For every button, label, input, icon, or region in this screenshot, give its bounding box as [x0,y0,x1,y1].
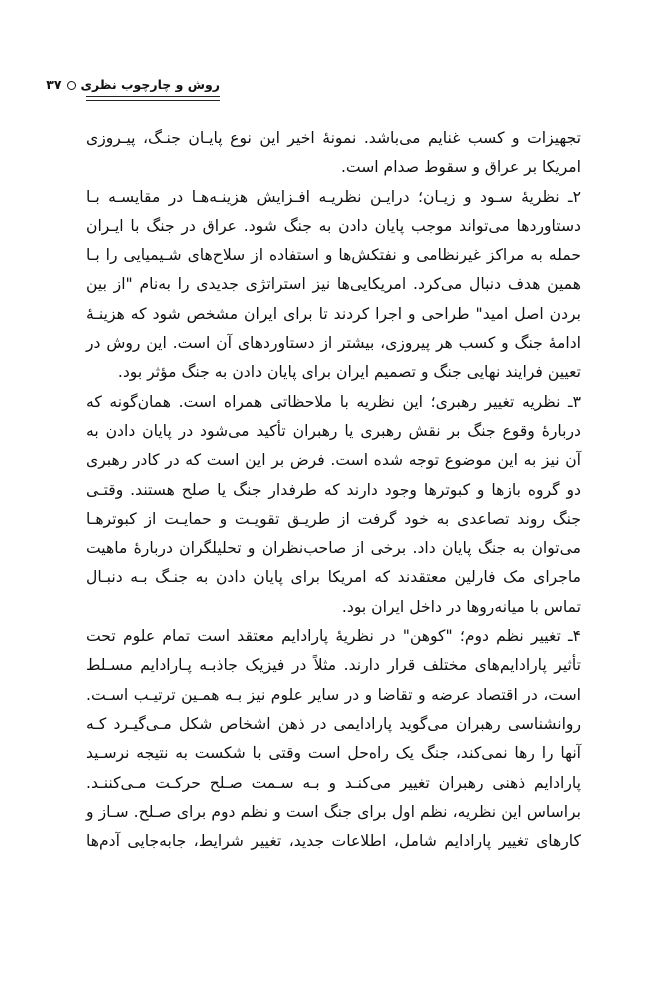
text-line: پارادایم ذهنی رهبران تغییر می‌کنـد و بـه سـمت صـلح حرکـت مـی‌کننـد. [86,773,581,792]
running-head [46,76,220,94]
text-line: آنها را رها نمی‌کند، جنگ یک راه‌حل است وقتی با شکست به نتیجه نرسـید [86,744,581,763]
header-double-rule [86,96,220,101]
text-line: تأثیر پارادایم‌های مختلف قرار دارند. مثلاً در فیزیک جاذبـه پـارادایم مسـلط [86,656,581,675]
body-text [86,124,581,856]
text-line: دستاوردها می‌تواند موجب پایان دادن به جنگ شود. عراق در جنگ با ایـران [86,216,581,235]
text-line: می‌توان به جنگ پایان داد. برخی از صاحب‌نظران و تحلیلگران دربارهٔ ماهیت [86,539,581,558]
text-line: آن نیز به این موضوع توجه شده است. فرض بر این است که در کادر رهبری [86,451,581,470]
text-line: تعیین فرایند نهایی جنگ و تصمیم ایران برای پایان دادن به جنگ مؤثر بود. [117,363,581,382]
page-number: ۳۷ [46,77,62,92]
text-line: ۲ـ نظریهٔ سـود و زیـان؛ درایـن نظریـه افـزایش هزینـه‌هـا در مقایسـه بـا [86,187,581,206]
text-line: دربارهٔ وقوع جنگ بر نقش رهبری یا رهبران تأکید می‌شود در پایان دادن به [86,421,581,440]
text-line: همین هدف دنبال می‌کرد. امریکایی‌ها نیز استراتژی جدیدی را به‌نام "از بین [86,275,581,294]
text-line: روانشناسی رهبران می‌گوید پارادایمی در ذهن اشخاص شکل مـی‌گیـرد کـه [86,714,581,733]
text-line: حمله به مراکز غیرنظامی و نفتکش‌ها و استفاده از سلاح‌های شـیمیایی را بـا [86,246,581,265]
text-line: امریکا بر عراق و سقوط صدام است. [340,158,581,177]
running-head-title: روش و چارچوب نظری [80,77,220,92]
text-line: کارهای تغییر پارادایم شامل، اطلاعات جدید، تغییر شرایط، جابه‌جایی آدم‌ها [86,832,581,851]
text-line: جنگ روند تصاعدی به خود گرفت از طریـق تقویـت و حمایـت از کبوترهـا [86,509,581,528]
text-line: تجهیزات و کسب غنایم می‌باشد. نمونهٔ اخیر این نوع پایـان جنـگ، پیـروزی [86,129,581,147]
text-line: دو گروه بازها و کبوترها وجود دارند که طرفدار جنگ یا صلح هستند. وقتـی [86,480,581,499]
text-line: است، در اقتصاد عرضه و تقاضا و در سایر علوم نیز بـه همـین ترتیـب اسـت. [86,685,581,704]
text-line: تماس با میانه‌روها در داخل ایران بود. [341,597,581,616]
text-line: ادامهٔ جنگ و کسب هر پیروزی، بیشتر از دستاوردهای آن است. این روش در [86,334,581,353]
text-line: ۴ـ تغییر نظم دوم؛ "کوهن" در نظریهٔ پارادایم معتقد است تمام علوم تحت [86,627,581,646]
text-line: ۳ـ نظریه تغییر رهبری؛ این نظریه با ملاحظاتی همراه است. همان‌گونه که [86,392,581,411]
text-line: بردن اصل امید" طراحی و اجرا کردند تا برای ایران مشخص شود که هزینـهٔ [86,304,581,323]
circle-separator-icon [67,81,76,90]
text-line: ماجرای مک فارلین معتقدند که امریکا برای پایان دادن به جنـگ بـه دنبـال [86,568,581,587]
text-line: براساس این نظریه، نظم اول برای جنگ است و نظم دوم برای صـلح. سـاز و [86,802,581,821]
